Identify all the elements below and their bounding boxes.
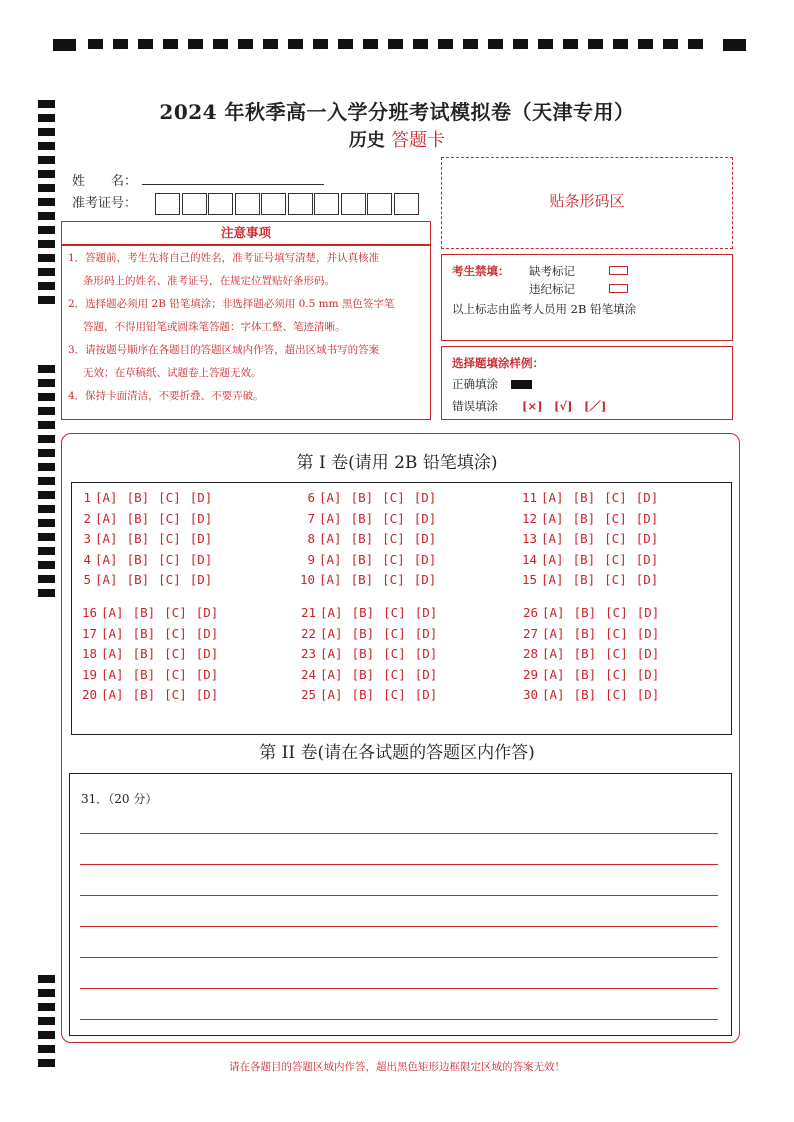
question-number: 19 [81, 666, 97, 682]
option-bubble[interactable]: [A] [541, 551, 564, 567]
option-bubble[interactable]: [D] [189, 531, 213, 547]
question-number: 5 [83, 572, 91, 588]
id-cell[interactable] [288, 193, 313, 215]
option-bubble[interactable]: [C] [164, 666, 187, 682]
choice-question [81, 646, 227, 661]
option-bubble[interactable]: [A] [541, 490, 564, 505]
notice-box [61, 245, 431, 420]
option-bubble[interactable]: [A] [320, 687, 343, 703]
option-bubble[interactable]: [D] [195, 605, 219, 620]
choice-question [81, 605, 227, 620]
question-number: 6 [307, 490, 315, 505]
exam-id-grid[interactable] [155, 193, 420, 215]
question-number: 13 [522, 531, 538, 547]
choice-question [522, 605, 668, 620]
essay-box[interactable] [69, 773, 732, 1036]
choice-question [522, 646, 668, 661]
choice-question [300, 667, 446, 682]
option-bubble[interactable]: [C] [382, 572, 405, 588]
choice-question [81, 687, 227, 702]
option-bubble[interactable]: [C] [383, 625, 406, 641]
question-31-label: 31．（20 分） [81, 792, 158, 806]
timing-marks-top [0, 0, 794, 60]
option-bubble[interactable]: [D] [414, 605, 438, 620]
notice-title-box [61, 221, 431, 245]
choice-question [300, 511, 445, 526]
notice-line: 2．选择题必须用 2B 铅笔填涂；非选择题必须用 0.5 mm 黑色签字笔 [68, 298, 395, 310]
id-cell[interactable] [235, 193, 260, 215]
id-label: 准考证号： [72, 196, 138, 211]
option-bubble[interactable]: [D] [189, 510, 213, 526]
choice-question [522, 687, 668, 702]
option-bubble[interactable]: [C] [164, 687, 187, 703]
option-bubble[interactable]: [B] [351, 666, 375, 682]
question-number: 29 [522, 666, 538, 682]
choice-question [81, 490, 221, 505]
option-bubble[interactable]: [B] [126, 531, 150, 547]
question-number: 16 [81, 605, 97, 620]
question-number: 1 [83, 490, 91, 505]
option-bubble[interactable]: [B] [573, 646, 597, 662]
absent-mark-box[interactable] [609, 266, 628, 275]
option-bubble[interactable]: [D] [635, 551, 659, 567]
option-bubble[interactable]: [A] [320, 646, 343, 662]
option-bubble[interactable]: [B] [572, 531, 596, 547]
option-bubble[interactable]: [C] [604, 531, 627, 547]
choice-question [522, 511, 667, 526]
option-bubble[interactable]: [B] [132, 625, 156, 641]
option-bubble[interactable]: [D] [414, 646, 438, 662]
option-bubble[interactable]: [A] [95, 531, 118, 547]
choice-question [522, 626, 668, 641]
option-bubble[interactable]: [D] [636, 687, 660, 703]
option-bubble[interactable]: [B] [350, 510, 374, 526]
option-bubble[interactable]: [B] [573, 666, 597, 682]
option-bubble[interactable]: [B] [350, 490, 374, 505]
option-bubble[interactable]: [C] [604, 572, 627, 588]
option-bubble[interactable]: [D] [195, 666, 219, 682]
card-label: 答题卡 [391, 130, 446, 151]
option-bubble[interactable]: [B] [572, 572, 596, 588]
option-bubble[interactable]: [D] [635, 510, 659, 526]
choice-question [300, 605, 446, 620]
question-number: 4 [83, 551, 91, 567]
option-bubble[interactable]: [C] [383, 605, 406, 620]
id-cell[interactable] [341, 193, 366, 215]
correct-fill-label: 正确填涂 [452, 377, 498, 391]
id-cell[interactable] [182, 193, 207, 215]
notice-line: 条形码上的姓名、准考证号，在规定位置贴好条形码。 [83, 275, 335, 287]
option-bubble[interactable]: [A] [95, 551, 118, 567]
id-cell[interactable] [394, 193, 419, 215]
answer-line [80, 833, 718, 834]
question-number: 12 [522, 510, 538, 526]
id-cell[interactable] [208, 193, 233, 215]
option-bubble[interactable]: [D] [635, 572, 659, 588]
option-bubble[interactable]: [A] [319, 551, 342, 567]
choice-question [522, 552, 667, 567]
answer-line [80, 988, 718, 989]
option-bubble[interactable]: [D] [195, 646, 219, 662]
notice-line: 3．请按题号顺序在各题目的答题区域内作答，超出区域书写的答案 [68, 344, 380, 356]
violation-mark-box[interactable] [609, 284, 628, 293]
option-bubble[interactable]: [C] [164, 625, 187, 641]
option-bubble[interactable]: [D] [413, 551, 437, 567]
barcode-label: 贴条形码区 [549, 192, 625, 210]
page-title: 2024 年秋季高一入学分班考试模拟卷（天津专用） [159, 100, 635, 124]
option-bubble[interactable]: [B] [132, 687, 156, 703]
question-number: 17 [81, 625, 97, 641]
option-bubble[interactable]: [A] [320, 666, 343, 682]
option-bubble[interactable]: [A] [95, 510, 118, 526]
notice-line: 无效；在草稿纸、试题卷上答题无效。 [83, 367, 262, 379]
question-number: 14 [522, 551, 538, 567]
question-number: 9 [307, 551, 315, 567]
option-bubble[interactable]: [B] [350, 572, 374, 588]
option-bubble[interactable]: [C] [604, 490, 627, 505]
option-bubble[interactable]: [A] [541, 531, 564, 547]
option-bubble[interactable]: [A] [95, 490, 118, 505]
option-bubble[interactable]: [B] [126, 490, 150, 505]
question-number: 3 [83, 531, 91, 547]
option-bubble[interactable]: [D] [635, 490, 659, 505]
option-bubble[interactable]: [B] [351, 646, 375, 662]
option-bubble[interactable]: [D] [636, 625, 660, 641]
option-bubble[interactable]: [A] [542, 605, 565, 620]
option-bubble[interactable]: [C] [383, 666, 406, 682]
option-bubble[interactable]: [A] [101, 625, 124, 641]
subject-label: 历史 [348, 130, 385, 151]
answer-line [80, 864, 718, 865]
forbidden-title: 考生禁填： [452, 264, 510, 278]
choice-question [81, 531, 221, 546]
choice-question [522, 531, 667, 546]
option-bubble[interactable]: [C] [383, 687, 406, 703]
option-bubble[interactable]: [C] [158, 510, 181, 526]
option-bubble[interactable]: [D] [189, 551, 213, 567]
option-bubble[interactable]: [D] [413, 510, 437, 526]
id-cell[interactable] [155, 193, 180, 215]
answer-line [80, 1019, 718, 1020]
option-bubble[interactable]: [B] [572, 510, 596, 526]
id-cell[interactable] [367, 193, 392, 215]
option-bubble[interactable]: [C] [604, 551, 627, 567]
option-bubble[interactable]: [D] [636, 605, 660, 620]
option-bubble[interactable]: [D] [635, 531, 659, 547]
option-bubble[interactable]: [D] [636, 646, 660, 662]
option-bubble[interactable]: [C] [382, 510, 405, 526]
option-bubble[interactable]: [D] [414, 687, 438, 703]
violation-label: 违纪标记 [529, 282, 575, 296]
option-bubble[interactable]: [A] [541, 510, 564, 526]
wrong-fill-label: 错误填涂 [452, 399, 498, 413]
option-bubble[interactable]: [A] [319, 510, 342, 526]
choice-question [300, 646, 446, 661]
option-bubble[interactable]: [D] [195, 625, 219, 641]
option-bubble[interactable]: [D] [413, 531, 437, 547]
question-number: 26 [522, 605, 538, 620]
option-bubble[interactable]: [A] [101, 687, 124, 703]
barcode-area [441, 157, 733, 249]
option-bubble[interactable]: [A] [319, 572, 342, 588]
option-bubble[interactable]: [B] [350, 531, 374, 547]
option-bubble[interactable]: [A] [95, 572, 118, 588]
option-bubble[interactable]: [A] [101, 646, 124, 662]
option-bubble[interactable]: [B] [126, 510, 150, 526]
option-bubble[interactable]: [C] [605, 646, 628, 662]
forbidden-box [441, 254, 733, 341]
choice-question [522, 490, 667, 505]
question-number: 15 [522, 572, 538, 588]
option-bubble[interactable]: [A] [101, 605, 124, 620]
option-bubble[interactable]: [B] [573, 687, 597, 703]
notice-title: 注意事项 [220, 225, 271, 240]
question-number: 25 [300, 687, 316, 703]
option-bubble[interactable]: [B] [573, 605, 597, 620]
choice-question [81, 552, 221, 567]
option-bubble[interactable]: [B] [351, 625, 375, 641]
option-bubble[interactable]: [C] [164, 605, 187, 620]
question-number: 28 [522, 646, 538, 662]
option-bubble[interactable]: [B] [351, 687, 375, 703]
option-bubble[interactable]: [C] [158, 551, 181, 567]
option-bubble[interactable]: [C] [382, 531, 405, 547]
section1-title: 第 I 卷(请用 2B 铅笔填涂) [296, 453, 498, 473]
notice-line: 答题，不得用铅笔或圆珠笔答题：字体工整、笔迹清晰。 [83, 321, 346, 333]
question-number: 18 [81, 646, 97, 662]
choice-question [522, 667, 668, 682]
choice-question [522, 572, 667, 587]
option-bubble[interactable]: [B] [132, 666, 156, 682]
option-bubble[interactable]: [A] [542, 646, 565, 662]
choice-question [300, 626, 446, 641]
wrong-fill-marks: [×] [√] [／] [522, 399, 607, 413]
choice-question [300, 552, 445, 567]
question-number: 8 [307, 531, 315, 547]
correct-fill-mark [511, 380, 532, 389]
option-bubble[interactable]: [C] [382, 551, 405, 567]
option-bubble[interactable]: [C] [382, 490, 405, 505]
fill-example-box [441, 346, 733, 420]
page-subtitle [0, 126, 794, 152]
option-bubble[interactable]: [C] [605, 605, 628, 620]
choice-question [300, 687, 446, 702]
option-bubble[interactable]: [B] [350, 551, 374, 567]
timing-marks-left [38, 100, 58, 1070]
option-bubble[interactable]: [C] [604, 510, 627, 526]
option-bubble[interactable]: [B] [573, 625, 597, 641]
option-bubble[interactable]: [C] [605, 666, 628, 682]
choice-question [81, 667, 227, 682]
option-bubble[interactable]: [C] [158, 531, 181, 547]
question-number: 11 [522, 490, 538, 505]
option-bubble[interactable]: [D] [414, 666, 438, 682]
option-bubble[interactable]: [D] [189, 572, 213, 588]
choice-question [300, 531, 445, 546]
choice-question [300, 572, 445, 587]
answer-line [80, 895, 718, 896]
option-bubble[interactable]: [C] [164, 646, 187, 662]
question-number: 21 [300, 605, 316, 620]
answer-line [80, 957, 718, 958]
question-number: 23 [300, 646, 316, 662]
option-bubble[interactable]: [A] [101, 666, 124, 682]
option-bubble[interactable]: [C] [383, 646, 406, 662]
option-bubble[interactable]: [D] [189, 490, 213, 505]
notice-line: 1．答题前，考生先将自己的姓名，准考证号填写清楚，并认真核准 [68, 252, 380, 264]
option-bubble[interactable]: [A] [319, 531, 342, 547]
forbidden-note: 以上标志由监考人员用 2B 铅笔填涂 [452, 302, 637, 316]
name-label: 姓 名： [72, 174, 138, 189]
option-bubble[interactable]: [B] [132, 646, 156, 662]
option-bubble[interactable]: [B] [126, 572, 150, 588]
option-bubble[interactable]: [C] [605, 687, 628, 703]
choice-question [81, 626, 227, 641]
option-bubble[interactable]: [C] [605, 625, 628, 641]
option-bubble[interactable]: [C] [158, 572, 181, 588]
option-bubble[interactable]: [D] [195, 687, 219, 703]
footer-warning: 请在各题目的答题区域内作答，超出黑色矩形边框限定区域的答案无效！ [229, 1061, 565, 1073]
choice-question [81, 572, 221, 587]
id-cell[interactable] [261, 193, 286, 215]
option-bubble[interactable]: [B] [132, 605, 156, 620]
section2-title: 第 II 卷(请在各试题的答题区内作答) [259, 743, 535, 763]
option-bubble[interactable]: [A] [320, 605, 343, 620]
id-cell[interactable] [314, 193, 339, 215]
name-field[interactable] [142, 184, 324, 185]
notice-line: 4．保持卡面清洁，不要折叠、不要弄破。 [68, 390, 264, 402]
question-number: 7 [307, 510, 315, 526]
option-bubble[interactable]: [A] [541, 572, 564, 588]
question-number: 24 [300, 666, 316, 682]
option-bubble[interactable]: [A] [542, 625, 565, 641]
option-bubble[interactable]: [B] [572, 551, 596, 567]
question-number: 20 [81, 687, 97, 703]
question-number: 2 [83, 510, 91, 526]
absent-label: 缺考标记 [529, 264, 575, 278]
option-bubble[interactable]: [B] [351, 605, 375, 620]
choice-question [300, 490, 445, 505]
question-number: 27 [522, 625, 538, 641]
option-bubble[interactable]: [A] [319, 490, 342, 505]
fill-example-title: 选择题填涂样例： [452, 356, 544, 370]
option-bubble[interactable]: [A] [542, 687, 565, 703]
question-number: 22 [300, 625, 316, 641]
question-number: 10 [300, 572, 316, 588]
option-bubble[interactable]: [A] [320, 625, 343, 641]
option-bubble[interactable]: [C] [158, 490, 181, 505]
option-bubble[interactable]: [D] [636, 666, 660, 682]
option-bubble[interactable]: [D] [414, 625, 438, 641]
answer-line [80, 926, 718, 927]
option-bubble[interactable]: [D] [413, 490, 437, 505]
option-bubble[interactable]: [B] [126, 551, 150, 567]
question-number: 30 [522, 687, 538, 703]
option-bubble[interactable]: [A] [542, 666, 565, 682]
option-bubble[interactable]: [D] [413, 572, 437, 588]
option-bubble[interactable]: [B] [572, 490, 596, 505]
choice-question [81, 511, 221, 526]
